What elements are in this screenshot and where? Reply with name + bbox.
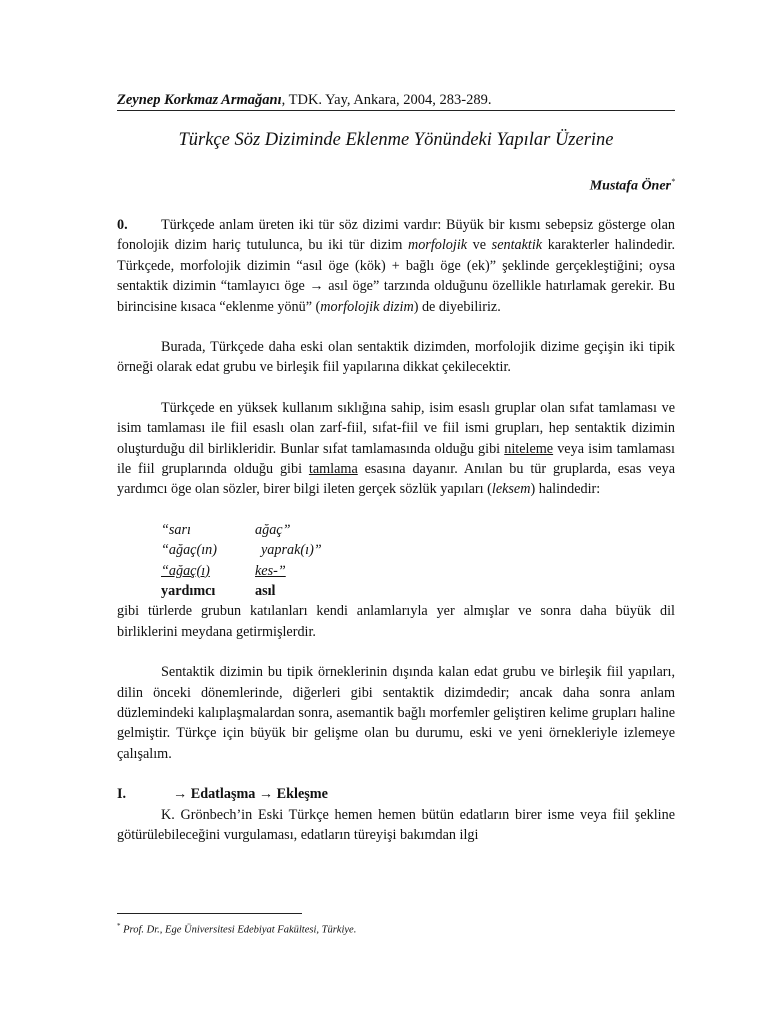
italic-term: sentaktik (491, 237, 543, 254)
example-head: ağaç” (255, 521, 291, 538)
spacer (117, 317, 675, 337)
example-row (161, 540, 675, 560)
example-row (161, 520, 675, 540)
paragraph-3: gibi türlerde grubun katılanları kendi anlamlarıyla yer almışlar ve sonra daha büyük dil birliklerini meydana getirmişlerdir. (117, 603, 675, 640)
text-run: karakterler halindedir. Türkçede, morfolojik dizimin “asıl öge (kök) + bağlı öge (ek)” şeklinde gerçekleştiğini; oysa sentaktik dizimin “tamlayıcı öge → asıl öge” tarzında olduğunu özellikle hatırlamak gerekir. Bu birincisine kısaca “eklenme yönü” ( (117, 237, 675, 315)
article-author (590, 177, 675, 195)
footnote (117, 922, 356, 936)
paragraph-4: Sentaktik dizimin bu tipik örneklerinin dışında kalan edat grubu ve birleşik fiil yapıları, dilin önceki dönemlerinde, diğerleri gibi sentaktik dizimdedir; ancak daha sonra anlam düzlemindeki kalıplaşmalardan sonra, asemantik bağlı morfemler geliştiren kelime grupları haline gelmiştir. Türkçe için büyük bir gelişme olan bu durumu, eski ve yeni örnekleriyle izlemeye çalışalım. (117, 664, 675, 762)
text-run: veya isim tamlaması ile fiil gruplarında olduğu gibi (117, 440, 675, 478)
example-head: yaprak(ı)” (261, 542, 322, 559)
author-footnote-mark: * (671, 177, 675, 186)
spacer (117, 378, 675, 398)
paragraph-0 (117, 215, 675, 317)
text-run: Türkçede en yüksek kullanım sıklığına sahip, isim esaslı gruplar olan sıfat tamlaması ve isim tamlaması ile fiil esaslı olan zarf-fiil, sıfat-fiil ve fiil ismi grupları, hep sentaktik dizimin oluşturduğu dil birlikleridir. Bunlar sıfat tamlamasında olduğu gibi (117, 399, 675, 457)
paragraph-2 (117, 398, 675, 500)
text-run: Türkçede anlam üreten iki tür söz dizimi vardır: Büyük bir kısmı sebepsiz gösterge olan fonolojik dizim hariç tutulunca, bu iki tür dizim (117, 217, 675, 254)
example-row (161, 581, 675, 601)
source-citation (117, 92, 491, 109)
spacer (117, 642, 675, 662)
festschrift-title: Zeynep Korkmaz Armağanı (117, 92, 282, 108)
text-run: esasına dayanır. Anılan bu tür gruplarda, esas veya yardımcı öge olan sözler, birer bilgi ileten gerçek sözlük yapıları ( (117, 461, 675, 498)
author-name: Mustafa Öner (589, 178, 671, 194)
example-modifier: “ağaç(ın) (161, 542, 217, 559)
text-run: ) halindedir: (530, 481, 601, 498)
header-rule (117, 110, 675, 111)
section-title: → Edatlaşma → Ekleşme (173, 786, 328, 803)
footnote-rule (117, 913, 302, 914)
underlined-term: tamlama (308, 461, 358, 478)
example-modifier: “ağaç(ı) (161, 562, 210, 579)
spacer (117, 764, 675, 784)
example-row (161, 561, 675, 581)
italic-term: leksem (491, 481, 531, 498)
article-title: Türkçe Söz Diziminde Eklenme Yönündeki Yapılar Üzerine (178, 130, 614, 150)
article-body (117, 215, 675, 846)
paragraph-1: Burada, Türkçede daha eski olan sentaktik dizimden, morfolojik dizime geçişin iki tipik örneği olarak edat grubu ve birleşik fiil yapılarına dikkat çekilecektir. (117, 339, 675, 376)
example-label-auxiliary: yardımcı (161, 583, 216, 600)
citation-details: , TDK. Yay, Ankara, 2004, 283-289. (281, 92, 492, 108)
section-heading (117, 784, 675, 804)
example-label-main: asıl (255, 583, 276, 600)
example-list (161, 520, 675, 602)
example-head: kes-” (255, 562, 286, 579)
italic-term: morfolojik (407, 237, 468, 254)
spacer (117, 500, 675, 520)
paragraph-number: 0. (117, 217, 128, 233)
section-number: I. (117, 786, 127, 803)
paragraph-5: K. Grönbech’in Eski Türkçe hemen hemen bütün edatların birer isme veya fiil şekline götürülebileceğini vurgulaması, edatların türeyişi bakımdan ilgi (117, 806, 675, 844)
italic-term: morfolojik dizim (320, 298, 414, 315)
text-run: ) de diyebiliriz. (413, 298, 501, 315)
footnote-mark: * (117, 922, 121, 930)
example-modifier: “sarı (161, 521, 191, 538)
footnote-text: Prof. Dr., Ege Üniversitesi Edebiyat Fakültesi, Türkiye. (123, 924, 357, 936)
text-run: ve (467, 237, 492, 254)
underlined-term: niteleme (504, 440, 554, 457)
